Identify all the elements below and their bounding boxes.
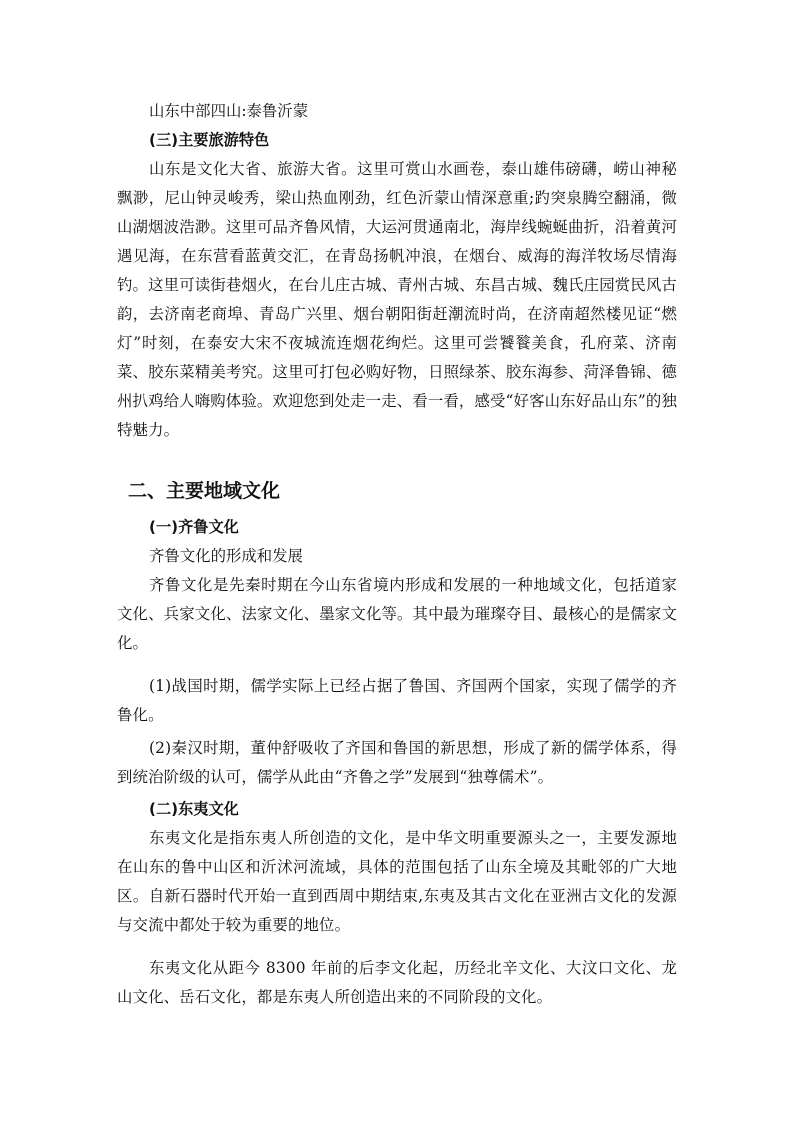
subheading-tourism: (三)主要旅游特色 <box>149 131 270 149</box>
subheading-dongyi: (二)东夷文化 <box>149 800 239 818</box>
paragraph-item-2: (2)秦汉时期，董仲舒吸收了齐国和鲁国的新思想，形成了新的儒学体系，得到统治阶级的认可，儒学从此由“齐鲁之学”发展到“独尊儒术”。 <box>117 739 677 786</box>
paragraph-dongyi-1: 东夷文化是指东夷人所创造的文化，是中华文明重要源头之一，主要发源地在山东的鲁中山区和沂沭河流域，具体的范围包括了山东全境及其毗邻的广大地区。自新石器时代开始一直到西周中期结束,东夷及其古文化在亚洲古文化的发源与交流中都处于较为重要的地位。 <box>117 829 677 934</box>
paragraph-tourism: 山东是文化大省、旅游大省。这里可赏山水画卷，泰山雄伟磅礴，崂山神秘飘渺，尼山钟灵峻秀，梁山热血刚劲，红色沂蒙山情深意重;趵突泉腾空翻涌，微山湖烟波浩渺。这里可品齐鲁风情，大运河贯通南北，海岸线蜿蜒曲折，沿着黄河遇见海，在东营看蓝黄交汇，在青岛扬帆冲浪，在烟台、威海的海洋牧场尽情海钓。这里可读街巷烟火，在台儿庄古城、青州古城、东昌古城、魏氏庄园赏民风古韵，去济南老商埠、青岛广兴里、烟台朝阳街赶潮流时尚，在济南超然楼见证“燃灯”时刻，在泰安大宋不夜城流连烟花绚烂。这里可尝饕餮美食，孔府菜、济南菜、胶东菜精美考究。这里可打包必购好物，日照绿茶、胶东海参、菏泽鲁锦、德州扒鸡给人嗨购体验。欢迎您到处走一走、看一看，感受“好客山东好品山东”的独特魅力。 <box>117 160 677 439</box>
qilu-formation-line: 齐鲁文化的形成和发展 <box>149 547 303 565</box>
paragraph-dongyi-2: 东夷文化从距今 8300 年前的后李文化起，历经北辛文化、大汶口文化、龙山文化、岳石文化，都是东夷人所创造出来的不同阶段的文化。 <box>117 959 677 1006</box>
paragraph-qilu: 齐鲁文化是先秦时期在今山东省境内形成和发展的一种地域文化，包括道家文化、兵家文化、法家文化、墨家文化等。其中最为璀璨夺目、最核心的是儒家文化。 <box>117 576 677 652</box>
heading-regional-culture: 二、主要地域文化 <box>128 480 281 502</box>
subheading-qilu: (一)齐鲁文化 <box>149 518 239 536</box>
paragraph-item-1: (1)战国时期，儒学实际上已经占据了鲁国、齐国两个国家，实现了儒学的齐鲁化。 <box>117 677 677 724</box>
four-mountains-line: 山东中部四山:泰鲁沂蒙 <box>149 102 309 120</box>
